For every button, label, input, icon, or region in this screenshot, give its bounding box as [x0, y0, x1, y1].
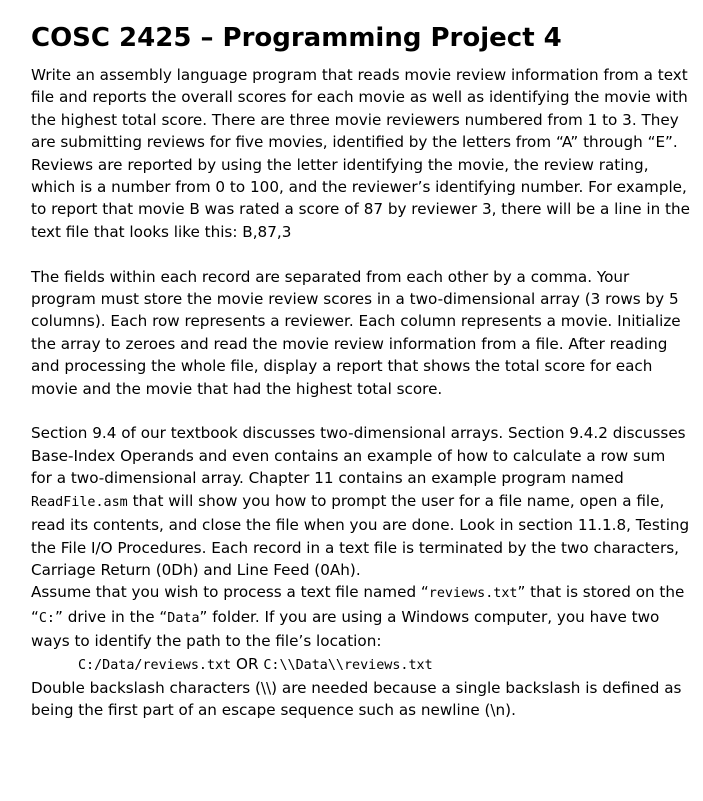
document	[31, 18, 691, 722]
path-double-backslash: C:\\Data\\reviews.txt	[263, 657, 433, 673]
paragraph-backslash-note: Double backslash characters (\\) are needed because a single backslash is defined as being the first part of an escape sequence such as newline (\n).	[31, 678, 682, 720]
path-forward-slash: C:/Data/reviews.txt	[78, 657, 232, 673]
text-segment: ” drive in the “	[55, 607, 168, 626]
code-filename: ReadFile.asm	[31, 494, 128, 510]
code-drive: C:	[38, 610, 55, 626]
text-segment: Assume that you wish to process a text file named “	[31, 583, 429, 602]
text-segment: ” folder. If you are using a Windows computer, you have two ways to identify the path to the file’s location:	[31, 607, 660, 651]
paragraph-file-location	[31, 581, 691, 652]
path-or-separator: OR	[231, 654, 264, 673]
paragraph-spacer	[31, 400, 691, 422]
text-segment: Section 9.4 of our textbook discusses two-dimensional arrays. Section 9.4.2 discusses Base-Index Operands and even contains an example of how to calculate a row sum for a two-dimensional array. Chapter 11 contains an example program named	[31, 424, 686, 488]
paragraph-intro: Write an assembly language program that reads movie review information from a text file and reports the overall scores for each movie as well as identifying the movie with the highest total score. There are three movie reviewers numbered from 1 to 3. They are submitting reviews for five movies, identified by the letters from “A” through “E”. Reviews are reported by using the letter identifying the movie, the review rating, which is a number from 0 to 100, and the reviewer’s identifying number. For example, to report that movie B was rated a score of 87 by reviewer 3, there will be a line in the text file that looks like this: B,87,3	[31, 66, 690, 241]
text-segment: that will show you how to prompt the user for a file name, open a file, read its contents, and close the file when you are done. Look in section 11.1.8, Testing the File I/O Procedures. Each record in a text file is terminated by the two characters, Carriage Return (0Dh) and Line Feed (0Ah).	[31, 491, 690, 579]
paragraph-spacer	[31, 243, 691, 265]
code-folder: Data	[167, 610, 200, 626]
paragraph-textbook-references	[31, 422, 691, 581]
code-filename: reviews.txt	[428, 586, 518, 602]
text-segment: ” that is stored on the “	[31, 583, 685, 626]
page-title: COSC 2425 – Programming Project 4	[31, 23, 562, 53]
paragraph-array-spec: The fields within each record are separated from each other by a comma. Your program must store the movie review scores in a two-dimensional array (3 rows by 5 columns). Each row represents a reviewer. Each column represents a movie. Initialize the array to zeroes and read the movie review information from a file. After reading and processing the whole file, display a report that shows the total score for each movie and the movie that had the highest total score.	[31, 267, 681, 398]
path-examples	[31, 653, 691, 677]
